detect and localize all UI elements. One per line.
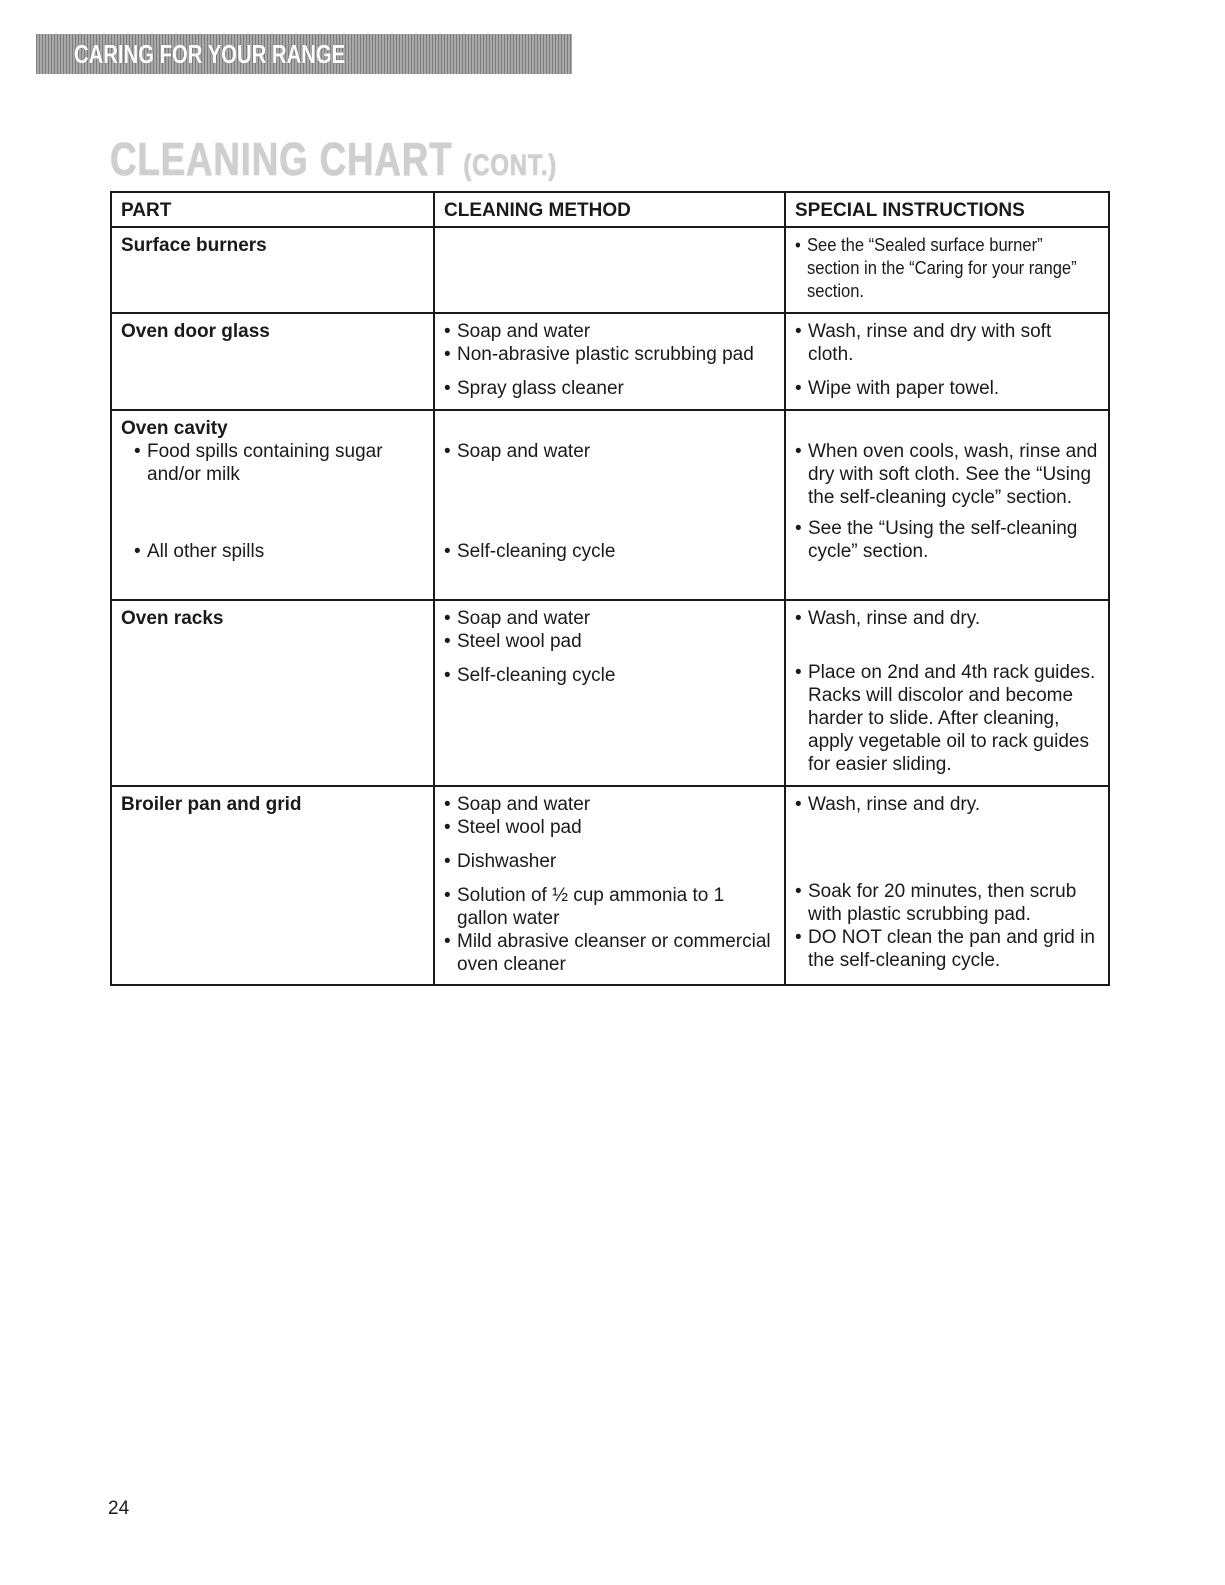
instructions-cell [785,410,1109,600]
part-name: Surface burners [121,235,267,256]
instruction-item: • Wash, rinse and dry. [795,607,1099,630]
table-header-row [111,192,1109,227]
method-cell [434,600,785,786]
part-cell [111,410,434,600]
method-item: • Solution of ½ cup ammonia to 1 gallon water [444,884,775,930]
instructions-cell [785,600,1109,786]
part-cell [111,600,434,786]
sub-part-item: • Food spills containing sugar and/or milk [134,440,424,486]
instructions-cell [785,227,1109,313]
instruction-item: • Wipe with paper towel. [795,377,1099,400]
table-row [111,786,1109,985]
part-cell [111,313,434,410]
page-title-main: CLEANING CHART [110,133,453,185]
table-row [111,600,1109,786]
instruction-item: • See the “Using the self-cleaning cycle” section. [795,517,1099,563]
part-cell [111,786,434,985]
instruction-item: • Wash, rinse and dry. [795,793,1099,816]
instruction-item: • Soak for 20 minutes, then scrub with plastic scrubbing pad. [795,880,1099,926]
instruction-item: • DO NOT clean the pan and grid in the self-cleaning cycle. [795,926,1099,972]
method-item: • Mild abrasive cleanser or commercial oven cleaner [444,930,775,976]
method-item: • Steel wool pad [444,630,775,653]
section-banner-label: CARING FOR YOUR RANGE [74,38,346,69]
method-item: • Soap and water [444,793,775,816]
method-item: • Soap and water [444,440,775,463]
table-row [111,227,1109,313]
method-item: • Dishwasher [444,850,775,873]
method-cell [434,410,785,600]
page-number: 24 [108,1498,130,1519]
method-cell [434,313,785,410]
method-item: • Non-abrasive plastic scrubbing pad [444,343,775,366]
method-item: • Spray glass cleaner [444,377,775,400]
part-name: Oven door glass [121,321,270,342]
column-header-special-instructions: SPECIAL INSTRUCTIONS [785,192,1109,227]
instruction-item: • When oven cools, wash, rinse and dry with soft cloth. See the “Using the self-cleaning cycle” section. [795,440,1099,509]
table-row [111,410,1109,600]
part-name: Oven racks [121,608,224,629]
section-banner [36,34,572,74]
method-item: • Soap and water [444,607,775,630]
method-item: • Steel wool pad [444,816,775,839]
method-cell [434,227,785,313]
method-cell [434,786,785,985]
column-header-cleaning-method: CLEANING METHOD [434,192,785,227]
instruction-item: • Wash, rinse and dry with soft cloth. [795,320,1099,366]
column-header-part: PART [111,192,434,227]
part-name: Oven cavity [121,418,228,439]
method-item: • Self-cleaning cycle [444,540,775,563]
page-title [110,132,557,188]
instruction-item: • Place on 2nd and 4th rack guides. Racks will discolor and become harder to slide. After cleaning, apply vegetable oil to rack guides for easier sliding. [795,661,1099,776]
method-item: • Soap and water [444,320,775,343]
method-item: • Self-cleaning cycle [444,664,775,687]
cleaning-chart-table [110,191,1110,986]
instructions-cell [785,313,1109,410]
page-title-suffix: (CONT.) [463,149,557,182]
part-cell [111,227,434,313]
table-row [111,313,1109,410]
instruction-item: • See the “Sealed surface burner” section in the “Caring for your range” section. [795,234,1097,303]
part-name: Broiler pan and grid [121,794,302,815]
sub-part-item: • All other spills [134,540,424,563]
instructions-cell [785,786,1109,985]
